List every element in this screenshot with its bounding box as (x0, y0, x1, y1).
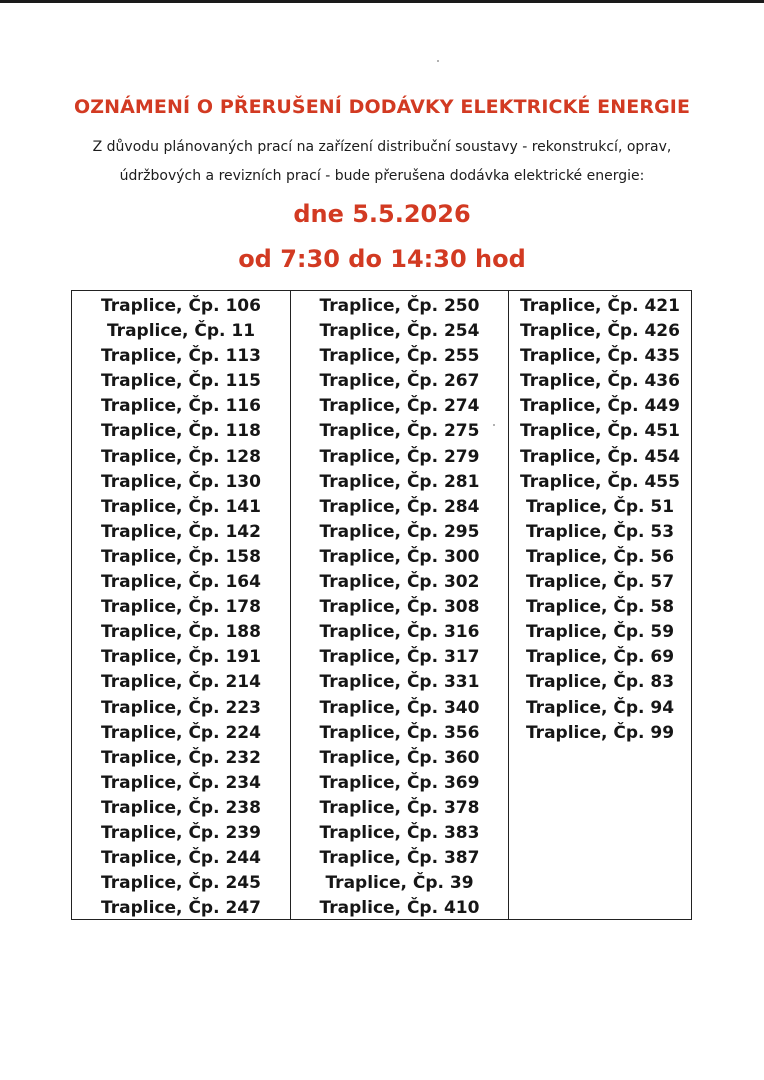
address-cell: Traplice, Čp. 141 (101, 496, 261, 517)
address-cell: Traplice, Čp. 302 (319, 572, 480, 593)
address-cell: Traplice, Čp. 449 (520, 396, 680, 417)
address-cell: Traplice, Čp. 58 (525, 597, 675, 618)
address-cell: Traplice, Čp. 245 (101, 873, 261, 894)
scan-top-edge (0, 0, 764, 3)
address-cell: Traplice, Čp. 454 (520, 446, 680, 467)
address-cell: Traplice, Čp. 106 (101, 296, 261, 316)
address-cell: Traplice, Čp. 239 (101, 822, 261, 843)
address-cell: Traplice, Čp. 387 (319, 848, 480, 869)
address-column-2 (291, 291, 509, 919)
address-cell: Traplice, Čp. 116 (101, 396, 261, 417)
address-cell: Traplice, Čp. 178 (101, 597, 261, 618)
address-cell: Traplice, Čp. 244 (101, 848, 261, 869)
address-cell: Traplice, Čp. 164 (101, 572, 261, 593)
notice-intro-line-1: Z důvodu plánovaných prací na zařízení distribuční soustavy - rekonstrukcí, oprav, (92, 139, 672, 155)
address-cell: Traplice, Čp. 223 (101, 697, 261, 718)
address-cell: Traplice, Čp. 238 (101, 797, 261, 818)
address-cell: Traplice, Čp. 317 (319, 647, 480, 668)
address-cell: Traplice, Čp. 188 (101, 622, 261, 643)
address-cell: Traplice, Čp. 142 (101, 521, 261, 542)
address-cell: Traplice, Čp. 94 (525, 697, 675, 718)
address-cell: Traplice, Čp. 360 (319, 747, 480, 768)
address-cell: Traplice, Čp. 383 (319, 822, 480, 843)
address-cell: Traplice, Čp. 356 (319, 722, 480, 743)
address-cell: Traplice, Čp. 11 (106, 321, 256, 342)
address-cell: Traplice, Čp. 267 (319, 371, 480, 392)
address-cell: Traplice, Čp. 69 (525, 647, 675, 668)
address-cell: Traplice, Čp. 234 (101, 772, 261, 793)
address-cell: Traplice, Čp. 57 (525, 572, 675, 593)
address-column-3 (509, 291, 691, 919)
address-column-1 (72, 291, 291, 919)
address-cell: Traplice, Čp. 300 (319, 546, 480, 567)
address-cell: Traplice, Čp. 59 (525, 622, 675, 643)
address-cell: Traplice, Čp. 331 (319, 672, 480, 693)
address-cell: Traplice, Čp. 455 (520, 471, 680, 492)
address-cell: Traplice, Čp. 435 (520, 346, 680, 367)
address-cell: Traplice, Čp. 436 (520, 371, 680, 392)
outage-time: od 7:30 do 14:30 hod (238, 245, 526, 273)
address-cell: Traplice, Čp. 83 (525, 672, 675, 693)
address-cell: Traplice, Čp. 191 (101, 647, 261, 668)
address-cell: Traplice, Čp. 369 (319, 772, 480, 793)
notice-intro-line-2: údržbových a revizních prací - bude přerušena dodávka elektrické energie: (119, 168, 645, 184)
address-cell: Traplice, Čp. 295 (319, 521, 480, 542)
address-cell: Traplice, Čp. 410 (319, 898, 480, 919)
address-cell: Traplice, Čp. 232 (101, 747, 261, 768)
address-cell: Traplice, Čp. 340 (319, 697, 480, 718)
address-cell: Traplice, Čp. 130 (101, 471, 261, 492)
address-cell: Traplice, Čp. 275 (319, 421, 480, 442)
address-cell: Traplice, Čp. 308 (319, 597, 480, 618)
address-cell: Traplice, Čp. 118 (101, 421, 261, 442)
address-cell: Traplice, Čp. 255 (319, 346, 480, 367)
address-cell: Traplice, Čp. 113 (101, 346, 261, 367)
address-cell: Traplice, Čp. 214 (101, 672, 261, 693)
address-cell: Traplice, Čp. 279 (319, 446, 480, 467)
address-table (71, 290, 692, 920)
address-cell: Traplice, Čp. 56 (525, 546, 675, 567)
address-cell: Traplice, Čp. 451 (520, 421, 680, 442)
address-cell: Traplice, Čp. 224 (101, 722, 261, 743)
address-cell: Traplice, Čp. 39 (325, 873, 474, 894)
address-cell: Traplice, Čp. 281 (319, 471, 480, 492)
scan-speck (437, 60, 439, 62)
address-cell: Traplice, Čp. 378 (319, 797, 480, 818)
address-cell: Traplice, Čp. 115 (101, 371, 261, 392)
notice-title: OZNÁMENÍ O PŘERUŠENÍ DODÁVKY ELEKTRICKÉ ENERGIE (73, 96, 691, 118)
address-cell: Traplice, Čp. 53 (525, 521, 675, 542)
address-cell: Traplice, Čp. 158 (101, 546, 261, 567)
address-cell: Traplice, Čp. 254 (319, 321, 480, 342)
address-cell: Traplice, Čp. 421 (520, 296, 680, 316)
address-cell: Traplice, Čp. 99 (525, 722, 675, 743)
address-cell: Traplice, Čp. 128 (101, 446, 261, 467)
address-cell: Traplice, Čp. 250 (319, 296, 480, 316)
address-cell: Traplice, Čp. 426 (520, 321, 680, 342)
address-cell: Traplice, Čp. 247 (101, 898, 261, 919)
address-cell: Traplice, Čp. 316 (319, 622, 480, 643)
address-cell: Traplice, Čp. 274 (319, 396, 480, 417)
outage-date: dne 5.5.2026 (293, 200, 471, 228)
address-cell: Traplice, Čp. 284 (319, 496, 480, 517)
address-cell: Traplice, Čp. 51 (525, 496, 675, 517)
